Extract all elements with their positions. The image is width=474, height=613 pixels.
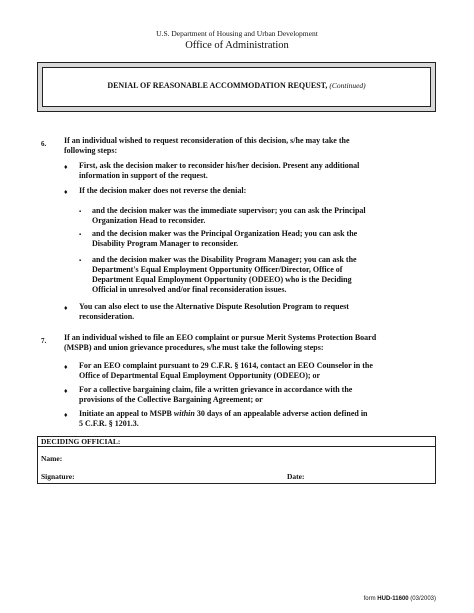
section-6-bullet-3-line2: reconsideration. (79, 312, 135, 321)
form-id: HUD-11600 (377, 596, 409, 602)
section-6-bullet-2-line1: If the decision maker does not reverse the denial: (79, 186, 247, 195)
diamond-bullet-icon: ♦ (64, 411, 68, 419)
section-7-intro-line2: (MSPB) and union grievance procedures, s/he must take the following steps: (64, 343, 324, 352)
section-7-intro-line1: If an individual wished to file an EEO complaint or pursue Merit Systems Protection Board (64, 333, 377, 342)
section-7-bullet-3-post: 30 days of an appealable adverse action defined in (194, 409, 368, 418)
section-6-sub-1-line1: and the decision maker was the immediate supervisor; you can ask the Principal (92, 206, 366, 215)
office-name: Office of Administration (185, 40, 289, 51)
section-6-bullet-1-line1: First, ask the decision maker to reconsider his/her decision. Present any additional (79, 161, 360, 170)
square-bullet-icon: ▪ (79, 232, 82, 238)
section-6-sub-1-line2: Organization Head to reconsider. (92, 216, 206, 225)
section-7-bullet-2-line2: provisions of the Collective Bargaining Agreement; or (79, 395, 263, 404)
signature-label: Signature: (41, 472, 75, 481)
form-title-continued: (Continued) (329, 81, 366, 90)
deciding-official-heading: DECIDING OFFICIAL: (41, 437, 121, 446)
section-7-bullet-1-line2: Office of Departmental Equal Employment Opportunity (ODEEO); or (79, 371, 321, 380)
date-label: Date: (287, 472, 305, 481)
section-6-sub-3-line1: and the decision maker was the Disability Program Manager; you can ask the (92, 255, 357, 264)
diamond-bullet-icon: ♦ (64, 304, 68, 312)
section-6-sub-3-line4: Official in unresolved and/or final reconsideration issues. (92, 285, 287, 294)
section-7-bullet-3-emphasis: within (173, 409, 195, 418)
section-7-bullet-3-line1 (79, 409, 368, 420)
section-6-sub-3-line3: Department Equal Employment Opportunity (ODEEO) who is the Deciding (92, 275, 352, 284)
diamond-bullet-icon: ♦ (64, 363, 68, 371)
section-7-bullet-2-line1: For a collective bargaining claim, file a written grievance in accordance with the (79, 385, 353, 394)
section-6-number: 6. (41, 140, 47, 148)
section-6-sub-2-line1: and the decision maker was the Principal Organization Head; you can ask the (92, 229, 358, 238)
form-number (364, 596, 436, 602)
form-date: (03/2003) (408, 596, 436, 602)
square-bullet-icon: ▪ (79, 258, 82, 264)
section-7-bullet-1-line1: For an EEO complaint pursuant to 29 C.F.R. § 1614, contact an EEO Counselor in the (79, 361, 373, 370)
diamond-bullet-icon: ♦ (64, 163, 68, 171)
section-6-sub-2-line2: Disability Program Manager to reconsider. (92, 239, 239, 248)
square-bullet-icon: ▪ (79, 209, 82, 215)
section-7-bullet-3-pre: Initiate an appeal to MSPB (79, 409, 174, 418)
diamond-bullet-icon: ♦ (64, 387, 68, 395)
form-title (43, 81, 430, 90)
section-7-bullet-3-line2: 5 C.F.R. § 1201.3. (79, 419, 139, 428)
deciding-official-table (37, 436, 436, 484)
form-title-text: DENIAL OF REASONABLE ACCOMMODATION REQUEST, (107, 81, 328, 90)
form-prefix: form (363, 596, 378, 602)
department-name: U.S. Department of Housing and Urban Development (156, 29, 318, 38)
diamond-bullet-icon: ♦ (64, 188, 68, 196)
section-6-bullet-3-line1: You can also elect to use the Alternative Dispute Resolution Program to request (79, 302, 349, 311)
section-7-number: 7. (41, 337, 47, 345)
table-divider (38, 446, 435, 447)
section-6-intro-line1: If an individual wished to request reconsideration of this decision, s/he may take the (64, 136, 350, 145)
name-label: Name: (41, 454, 63, 463)
section-6-bullet-1-line2: information in support of the request. (79, 171, 208, 180)
form-title-banner (37, 62, 436, 112)
banner-inner-box (42, 67, 431, 107)
section-6-intro-line2: following steps: (64, 146, 118, 155)
section-6-sub-3-line2: Department's Equal Employment Opportunity Officer/Director, Office of (92, 265, 343, 274)
